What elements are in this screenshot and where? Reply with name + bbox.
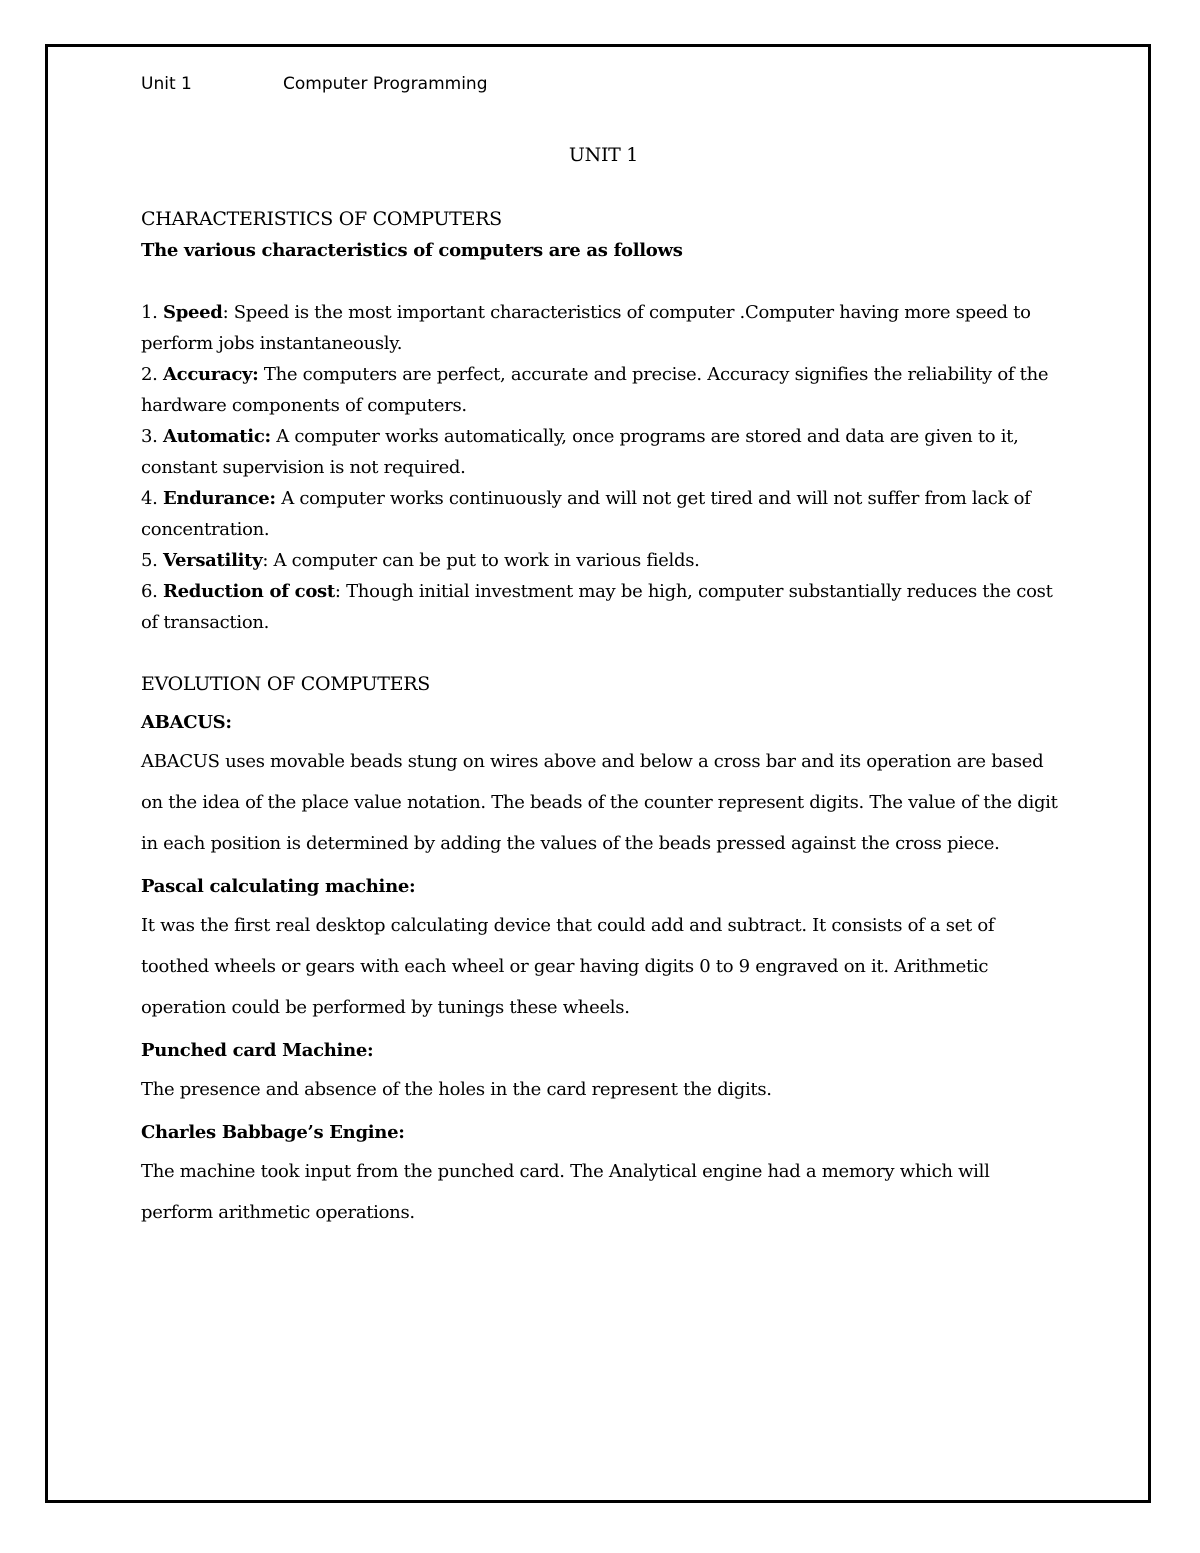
section-title-abacus: ABACUS:	[141, 712, 232, 733]
list-item	[141, 297, 1066, 359]
item-number: 1.	[141, 302, 163, 323]
item-number: 6.	[141, 581, 163, 602]
item-term: Versatility	[163, 550, 263, 571]
document-body	[141, 140, 1066, 1233]
list-item	[141, 421, 1066, 483]
item-term: Accuracy:	[163, 364, 259, 385]
list-item	[141, 483, 1066, 545]
item-number: 5.	[141, 550, 163, 571]
section-text-punched-card: The presence and absence of the holes in the card represent the digits.	[141, 1079, 772, 1100]
unit-title: UNIT 1	[568, 144, 639, 166]
section-title-babbage: Charles Babbage’s Engine:	[141, 1122, 405, 1143]
item-separator: :	[222, 302, 234, 323]
section-text-abacus: ABACUS uses movable beads stung on wires above and below a cross bar and its operation are based on the idea of the place value notation. The beads of the counter represent digits. The value of the digit in each position is determined by adding the values of the beads pressed against the cross piece.	[141, 751, 1058, 854]
list-item	[141, 576, 1066, 638]
item-text: A computer can be put to work in various fields.	[273, 550, 700, 571]
evolution-heading: EVOLUTION OF COMPUTERS	[141, 673, 430, 695]
item-text: A computer works automatically, once programs are stored and data are given to it, constant supervision is not required.	[141, 426, 1019, 478]
item-text: The computers are perfect, accurate and precise. Accuracy signifies the reliability of the hardware components of computers.	[141, 364, 1049, 416]
header-unit-label: Unit 1	[141, 74, 192, 94]
header-subject: Computer Programming	[283, 74, 488, 94]
item-term: Automatic:	[163, 426, 271, 447]
section-title-punched-card: Punched card Machine:	[141, 1040, 374, 1061]
characteristics-subheading: The various characteristics of computers are as follows	[141, 240, 683, 261]
list-item	[141, 359, 1066, 421]
item-text: Though initial investment may be high, computer substantially reduces the cost of transaction.	[141, 581, 1053, 633]
list-item	[141, 545, 1066, 576]
section-text-babbage: The machine took input from the punched card. The Analytical engine had a memory which will perform arithmetic operations.	[141, 1161, 990, 1223]
item-text: Speed is the most important characteristics of computer .Computer having more speed to perform jobs instantaneously.	[141, 302, 1031, 354]
item-separator: :	[262, 550, 274, 571]
characteristics-list	[141, 297, 1066, 638]
item-term: Speed	[163, 302, 223, 323]
item-number: 3.	[141, 426, 163, 447]
item-separator: :	[334, 581, 347, 602]
characteristics-heading: CHARACTERISTICS OF COMPUTERS	[141, 208, 502, 230]
item-term: Endurance:	[163, 488, 276, 509]
section-title-pascal: Pascal calculating machine:	[141, 876, 416, 897]
item-number: 4.	[141, 488, 163, 509]
item-term: Reduction of cost	[163, 581, 335, 602]
section-text-pascal: It was the first real desktop calculating device that could add and subtract. It consists of a set of toothed wheels or gears with each wheel or gear having digits 0 to 9 engraved on it. Arithmetic operation could be performed by tunings these wheels.	[141, 915, 995, 1018]
running-header	[141, 74, 488, 94]
item-number: 2.	[141, 364, 163, 385]
item-text: A computer works continuously and will not get tired and will not suffer from lack of concentration.	[141, 488, 1031, 540]
